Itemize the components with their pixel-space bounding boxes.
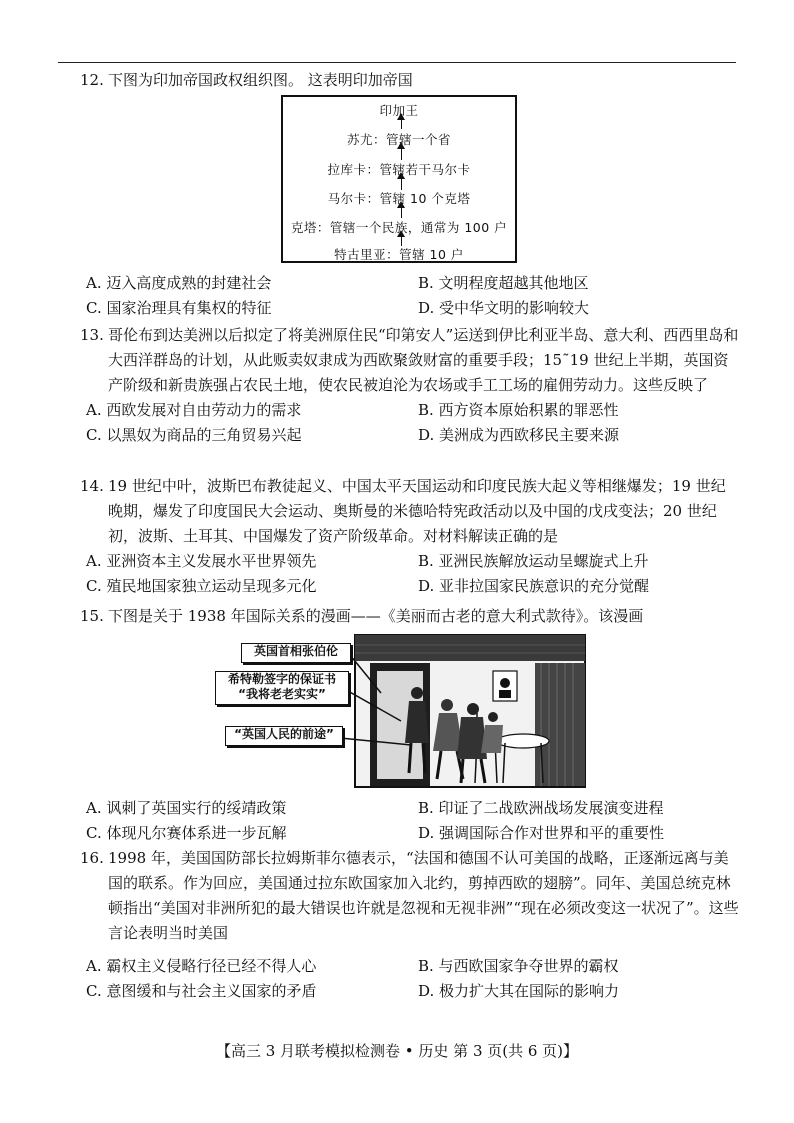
question-number: 14.	[80, 477, 104, 495]
inca-organization-chart	[281, 95, 517, 263]
option-b[interactable]: B. 西方资本原始积累的罪恶性	[418, 401, 619, 419]
top-rule	[58, 62, 736, 63]
chart-level-marka: 马尔卡：管辖 10 个克塔	[327, 191, 471, 206]
option-d[interactable]: D. 美洲成为西欧移民主要来源	[418, 426, 620, 444]
question-16	[80, 846, 740, 1004]
option-c[interactable]: C. 殖民地国家独立运动呈现多元化	[86, 577, 317, 595]
option-a[interactable]: A. 亚洲资本主义发展水平世界领先	[86, 552, 317, 570]
question-stem: 哥伦布到达美洲以后拟定了将美洲原住民“印第安人”运送到伊比利亚半岛、意大利、西西里岛和大西洋群岛的计划，从此贩卖奴隶成为西欧聚敛财富的重要手段；15˜19 世纪上半期，英国资产阶级和新贵族强占农民土地，使农民被迫沦为农场或手工工场的雇佣劳动力。这些反映了	[108, 326, 739, 394]
option-c[interactable]: C. 体现凡尔赛体系进一步瓦解	[86, 824, 287, 842]
chart-level-lakuka: 拉库卡：管辖若干马尔卡	[327, 162, 471, 177]
up-arrow-icon	[401, 207, 402, 218]
option-b[interactable]: B. 文明程度超越其他地区	[418, 274, 589, 292]
question-number: 13.	[80, 326, 104, 344]
chart-level-teguliya: 特古里亚：管辖 10 户	[334, 247, 464, 262]
option-c[interactable]: C. 以黑奴为商品的三角贸易兴起	[86, 426, 302, 444]
option-a[interactable]: A. 迈入高度成熟的封建社会	[86, 274, 272, 292]
question-stem: 1998 年，美国国防部长拉姆斯菲尔德表示，“法国和德国不认可美国的战略，正逐渐远离与美国的联系。作为回应，美国通过拉东欧国家加入北约，剪掉西欧的翅膀”。同年、美国总统克林顿指出“美国对非洲所犯的最大错误也许就是忽视和无视非洲”“现在必须改变这一状况了”。这些言论表明当时美国	[108, 849, 739, 942]
option-d[interactable]: D. 受中华文明的影响较大	[418, 299, 590, 317]
question-stem: 19 世纪中叶，波斯巴布教徒起义、中国太平天国运动和印度民族大起义等相继爆发；19 世纪晚期，爆发了印度国民大会运动、奥斯曼的米德哈特宪政活动以及中国的戊戌变法；20 世纪初，波斯、土耳其、中国爆发了资产阶级革命。对材料解读正确的是	[108, 477, 726, 545]
option-d[interactable]: D. 亚非拉国家民族意识的充分觉醒	[418, 577, 650, 595]
appeasement-cartoon	[205, 633, 587, 789]
question-15-options	[80, 796, 740, 846]
question-stem: 下图为印加帝国政权组织图。 这表明印加帝国	[108, 71, 413, 89]
question-12-options	[80, 271, 740, 321]
question-13	[80, 323, 740, 448]
question-12	[80, 68, 740, 93]
question-number: 16.	[80, 849, 104, 867]
question-number: 15.	[80, 607, 104, 625]
option-d[interactable]: D. 强调国际合作对世界和平的重要性	[418, 824, 665, 842]
cartoon-label-chamberlain: 英国首相张伯伦	[241, 643, 351, 663]
question-15	[80, 604, 740, 629]
chart-level-keta: 克塔：管辖一个民族，通常为 100 户	[290, 220, 508, 235]
option-a[interactable]: A. 西欧发展对自由劳动力的需求	[86, 401, 302, 419]
question-stem: 下图是关于 1938 年国际关系的漫画——《美丽而古老的意大利式款待》。该漫画	[108, 607, 644, 625]
option-b[interactable]: B. 与西欧国家争夺世界的霸权	[418, 957, 619, 975]
question-number: 12.	[80, 71, 104, 89]
option-b[interactable]: B. 印证了二战欧洲战场发展演变进程	[418, 799, 664, 817]
option-a[interactable]: A. 讽刺了英国实行的绥靖政策	[86, 799, 287, 817]
cartoon-label-guarantee: 希特勒签字的保证书 “我将老老实实”	[215, 671, 349, 705]
up-arrow-icon	[401, 148, 402, 160]
option-a[interactable]: A. 霸权主义侵略行径已经不得人心	[86, 957, 317, 975]
option-d[interactable]: D. 极力扩大其在国际的影响力	[418, 982, 620, 1000]
up-arrow-icon	[401, 119, 402, 129]
option-c[interactable]: C. 意图缓和与社会主义国家的矛盾	[86, 982, 317, 1000]
chart-level-suyu: 苏尤：管辖一个省	[346, 132, 451, 147]
page-footer: 【高三 3 月联考模拟检测卷 • 历史 第 3 页(共 6 页)】	[215, 1042, 579, 1060]
option-c[interactable]: C. 国家治理具有集权的特征	[86, 299, 272, 317]
question-14	[80, 474, 740, 599]
option-b[interactable]: B. 亚洲民族解放运动呈螺旋式上升	[418, 552, 649, 570]
chart-level-king: 印加王	[379, 103, 419, 118]
cartoon-label-british-future: “英国人民的前途”	[225, 726, 343, 746]
